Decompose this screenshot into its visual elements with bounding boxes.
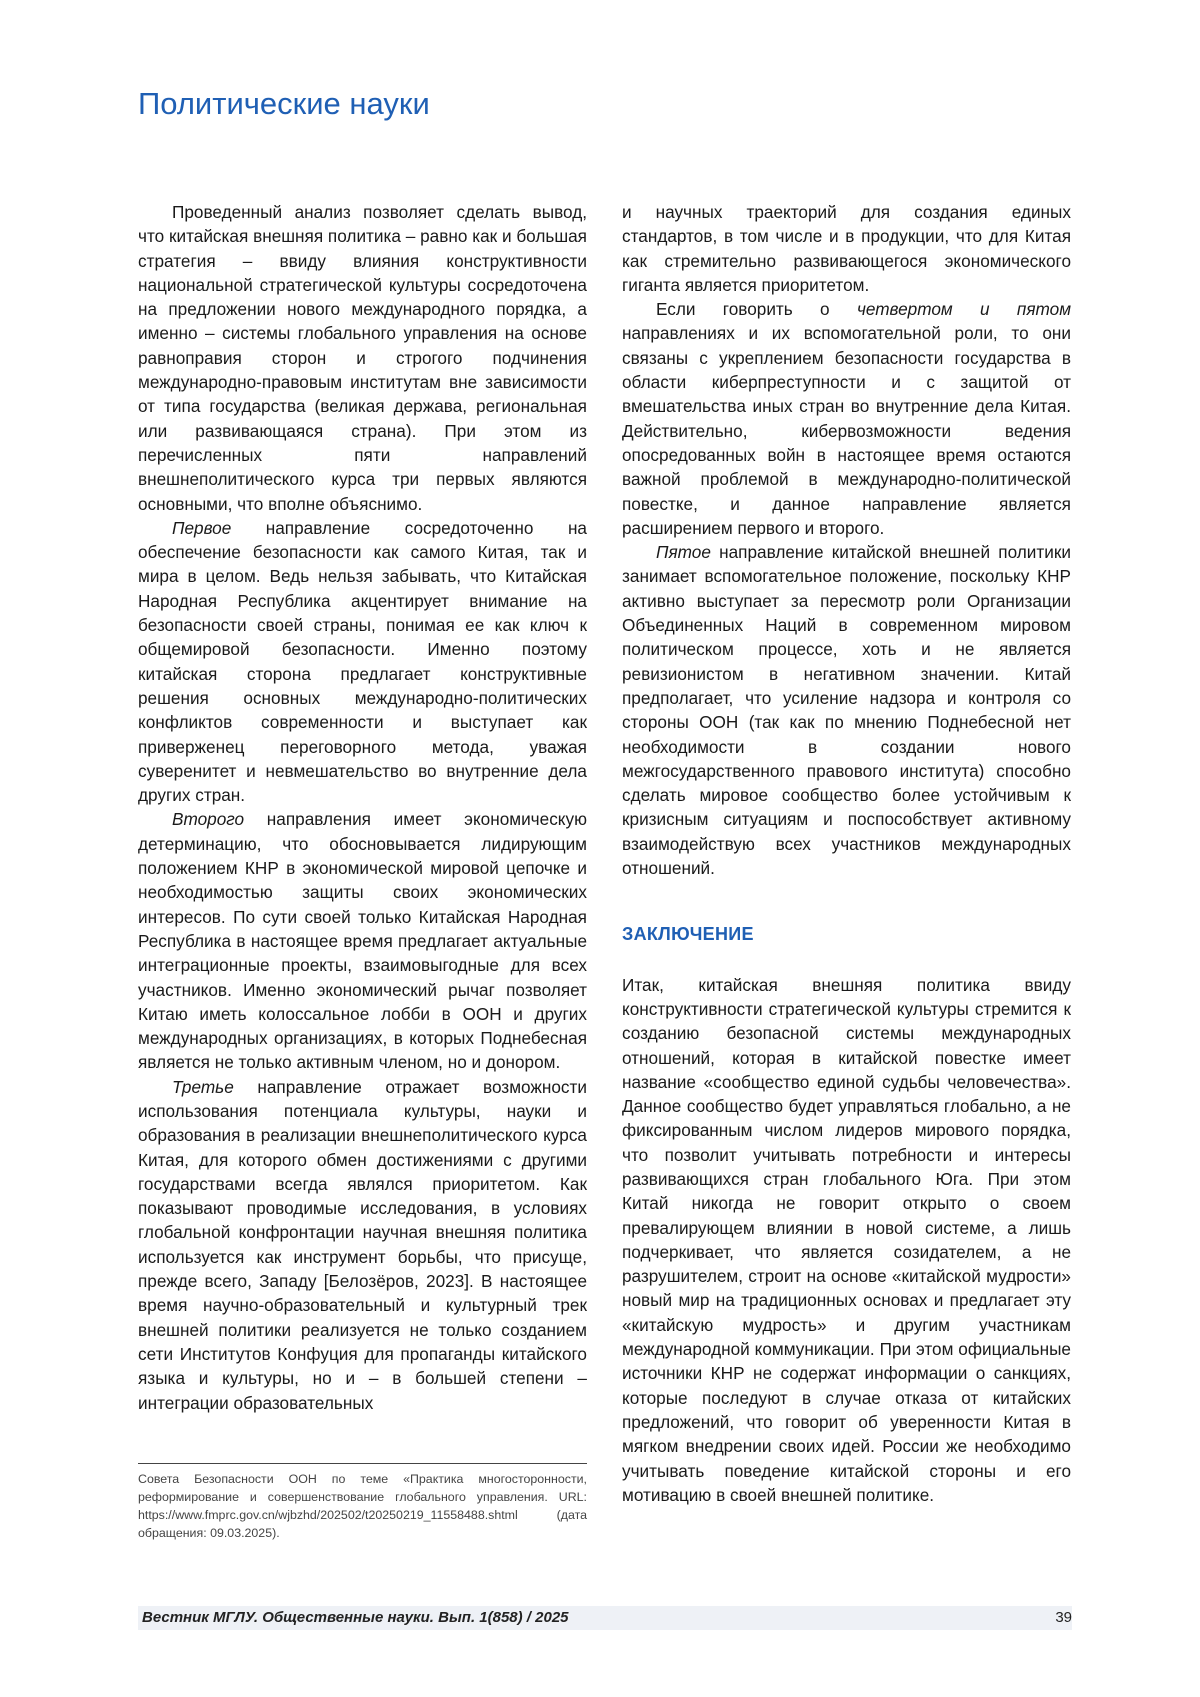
paragraph-emphasis: четвертом и пятом bbox=[857, 299, 1071, 319]
left-column bbox=[138, 200, 587, 1415]
paragraph-text: направление сосредоточенно на обеспечение безопасности как самого Китая, так и мира в целом. Ведь нельзя забывать, что Китайская Народная Республика акцентирует внимание на безопасности своей страны, понимая ее как ключ к общемировой безопасности. Именно поэтому китайская сторона предлагает конструктивные решения основных международно-политических конфликтов современности и выступает как приверженец переговорного метода, уважая суверенитет и невмешательство во внутренние дела других стран. bbox=[138, 518, 587, 805]
paragraph-text: Проведенный анализ позволяет сделать вывод, что китайская внешняя политика – равно как и большая стратегия – ввиду влияния конструктивности национальной стратегической культуры сосредоточена на предложении нового международного порядка, а именно – системы глобального управления на основе равноправия сторон и строгого подчинения международно-правовым институтам вне зависимости от типа государства (великая держава, региональная или развивающаяся страна). При этом из перечисленных пяти направлений внешнеполитического курса три первых являются основными, что вполне объяснимо. bbox=[138, 202, 587, 514]
paragraph-lead: Второго bbox=[172, 809, 244, 829]
paragraph-continuation: и научных траекторий для создания единых стандартов, в том числе и в продукции, что для Китая как стремительно развивающегося экономического гиганта является приоритетом. bbox=[622, 200, 1071, 297]
paragraph-fourth-fifth bbox=[622, 297, 1071, 540]
paragraph-third bbox=[138, 1075, 587, 1415]
journal-citation: Вестник МГЛУ. Общественные науки. Вып. 1(858) / 2025 bbox=[142, 1606, 569, 1630]
footnote: Совета Безопасности ООН по теме «Практика многосторонности, реформирование и совершенствование глобального управления. URL: https://www.fmprc.gov.cn/wjbzhd/202502/t20250219_11558488.shtml (дата обращения: 09.03.2025). bbox=[138, 1463, 587, 1542]
section-title: Политические науки bbox=[138, 86, 430, 122]
paragraph-text: направление отражает возможности использования потенциала культуры, науки и образования в реализации внешнеполитического курса Китая, для которого обмен достижениями с другими государствами всегда являлся приоритетом. Как показывают проводимые исследования, в условиях глобальной конфронтации научная внешняя политика используется как инструмент борьбы, что присуще, прежде всего, Западу [Белозёров, 2023]. В настоящее время научно-образовательный и культурный трек внешней политики реализуется не только созданием сети Институтов Конфуция для пропаганды китайского языка и культуры, но и – в большей степени –интеграции образовательных bbox=[138, 1077, 587, 1413]
paragraph-text: направление китайской внешней политики занимает вспомогательное положение, поскольку КНР активно выступает за пересмотр роли Организации Объединенных Наций в современном мировом политическом процессе, хоть и не является ревизионистом в негативном значении. Китай предполагает, что усиление надзора и контроля со стороны ООН (так как по мнению Поднебесной нет необходимости в создании нового межгосударственного правового института) способно сделать мировое сообщество более устойчивым к кризисным ситуациям и поспособствует активному взаимодействую всех участников международных отношений. bbox=[622, 542, 1071, 878]
paragraph-lead: Первое bbox=[172, 518, 231, 538]
right-column bbox=[622, 200, 1071, 1507]
paragraph-intro bbox=[138, 200, 587, 516]
paragraph-text: Если говорить о bbox=[656, 299, 857, 319]
paragraph-first bbox=[138, 516, 587, 808]
paragraph-lead: Пятое bbox=[656, 542, 711, 562]
page-number: 39 bbox=[1055, 1606, 1072, 1630]
paragraph-fifth bbox=[622, 540, 1071, 880]
paragraph-lead: Третье bbox=[172, 1077, 234, 1097]
paragraph-text: направлениях и их вспомогательной роли, то они связаны с укреплением безопасности государства в области киберпреступности и с защитой от вмешательства иных стран во внутренние дела Китая. Действительно, кибервозможности ведения опосредованных войн в настоящее время остаются важной проблемой в международно-политической повестке, и данное направление является расширением первого и второго. bbox=[622, 323, 1071, 537]
conclusion-paragraph: Итак, китайская внешняя политика ввиду конструктивности стратегической культуры стремится к созданию безопасной системы международных отношений, которая в китайской повестке имеет название «сообщество единой судьбы человечества». Данное сообщество будет управляться глобально, а не фиксированным числом лидеров мирового порядка, что позволит учитывать потребности и интересы развивающихся стран глобального Юга. При этом Китай никогда не говорит открыто о своем превалирующем влиянии в новой системе, а лишь подчеркивает, что является созидателем, а не разрушителем, строит на основе «китайской мудрости» новый мир на традиционных основах и предлагает эту «китайскую мудрость» и другим участникам международной коммуникации. При этом официальные источники КНР не содержат информации о санкциях, которые последуют в случае отказа от китайских предложений, что говорит об уверенности Китая в мягком внедрении своих идей. России же необходимо учитывать поведение китайской стороны и его мотивацию в своей внешней политике. bbox=[622, 973, 1071, 1508]
conclusion-heading: ЗАКЛЮЧЕНИЕ bbox=[622, 922, 1071, 946]
paragraph-text: направления имеет экономическую детерминацию, что обосновывается лидирующим положением КНР в экономической мировой цепочке и необходимостью защиты своих экономических интересов. По сути своей только Китайская Народная Республика в настоящее время предлагает актуальные интеграционные проекты, взаимовыгодные для всех участников. Именно экономический рычаг позволяет Китаю иметь колоссальное лобби в ООН и других международных организациях, в которых Поднебесная является не только активным членом, но и донором. bbox=[138, 809, 587, 1072]
page-footer bbox=[138, 1606, 1072, 1630]
paragraph-second bbox=[138, 807, 587, 1074]
